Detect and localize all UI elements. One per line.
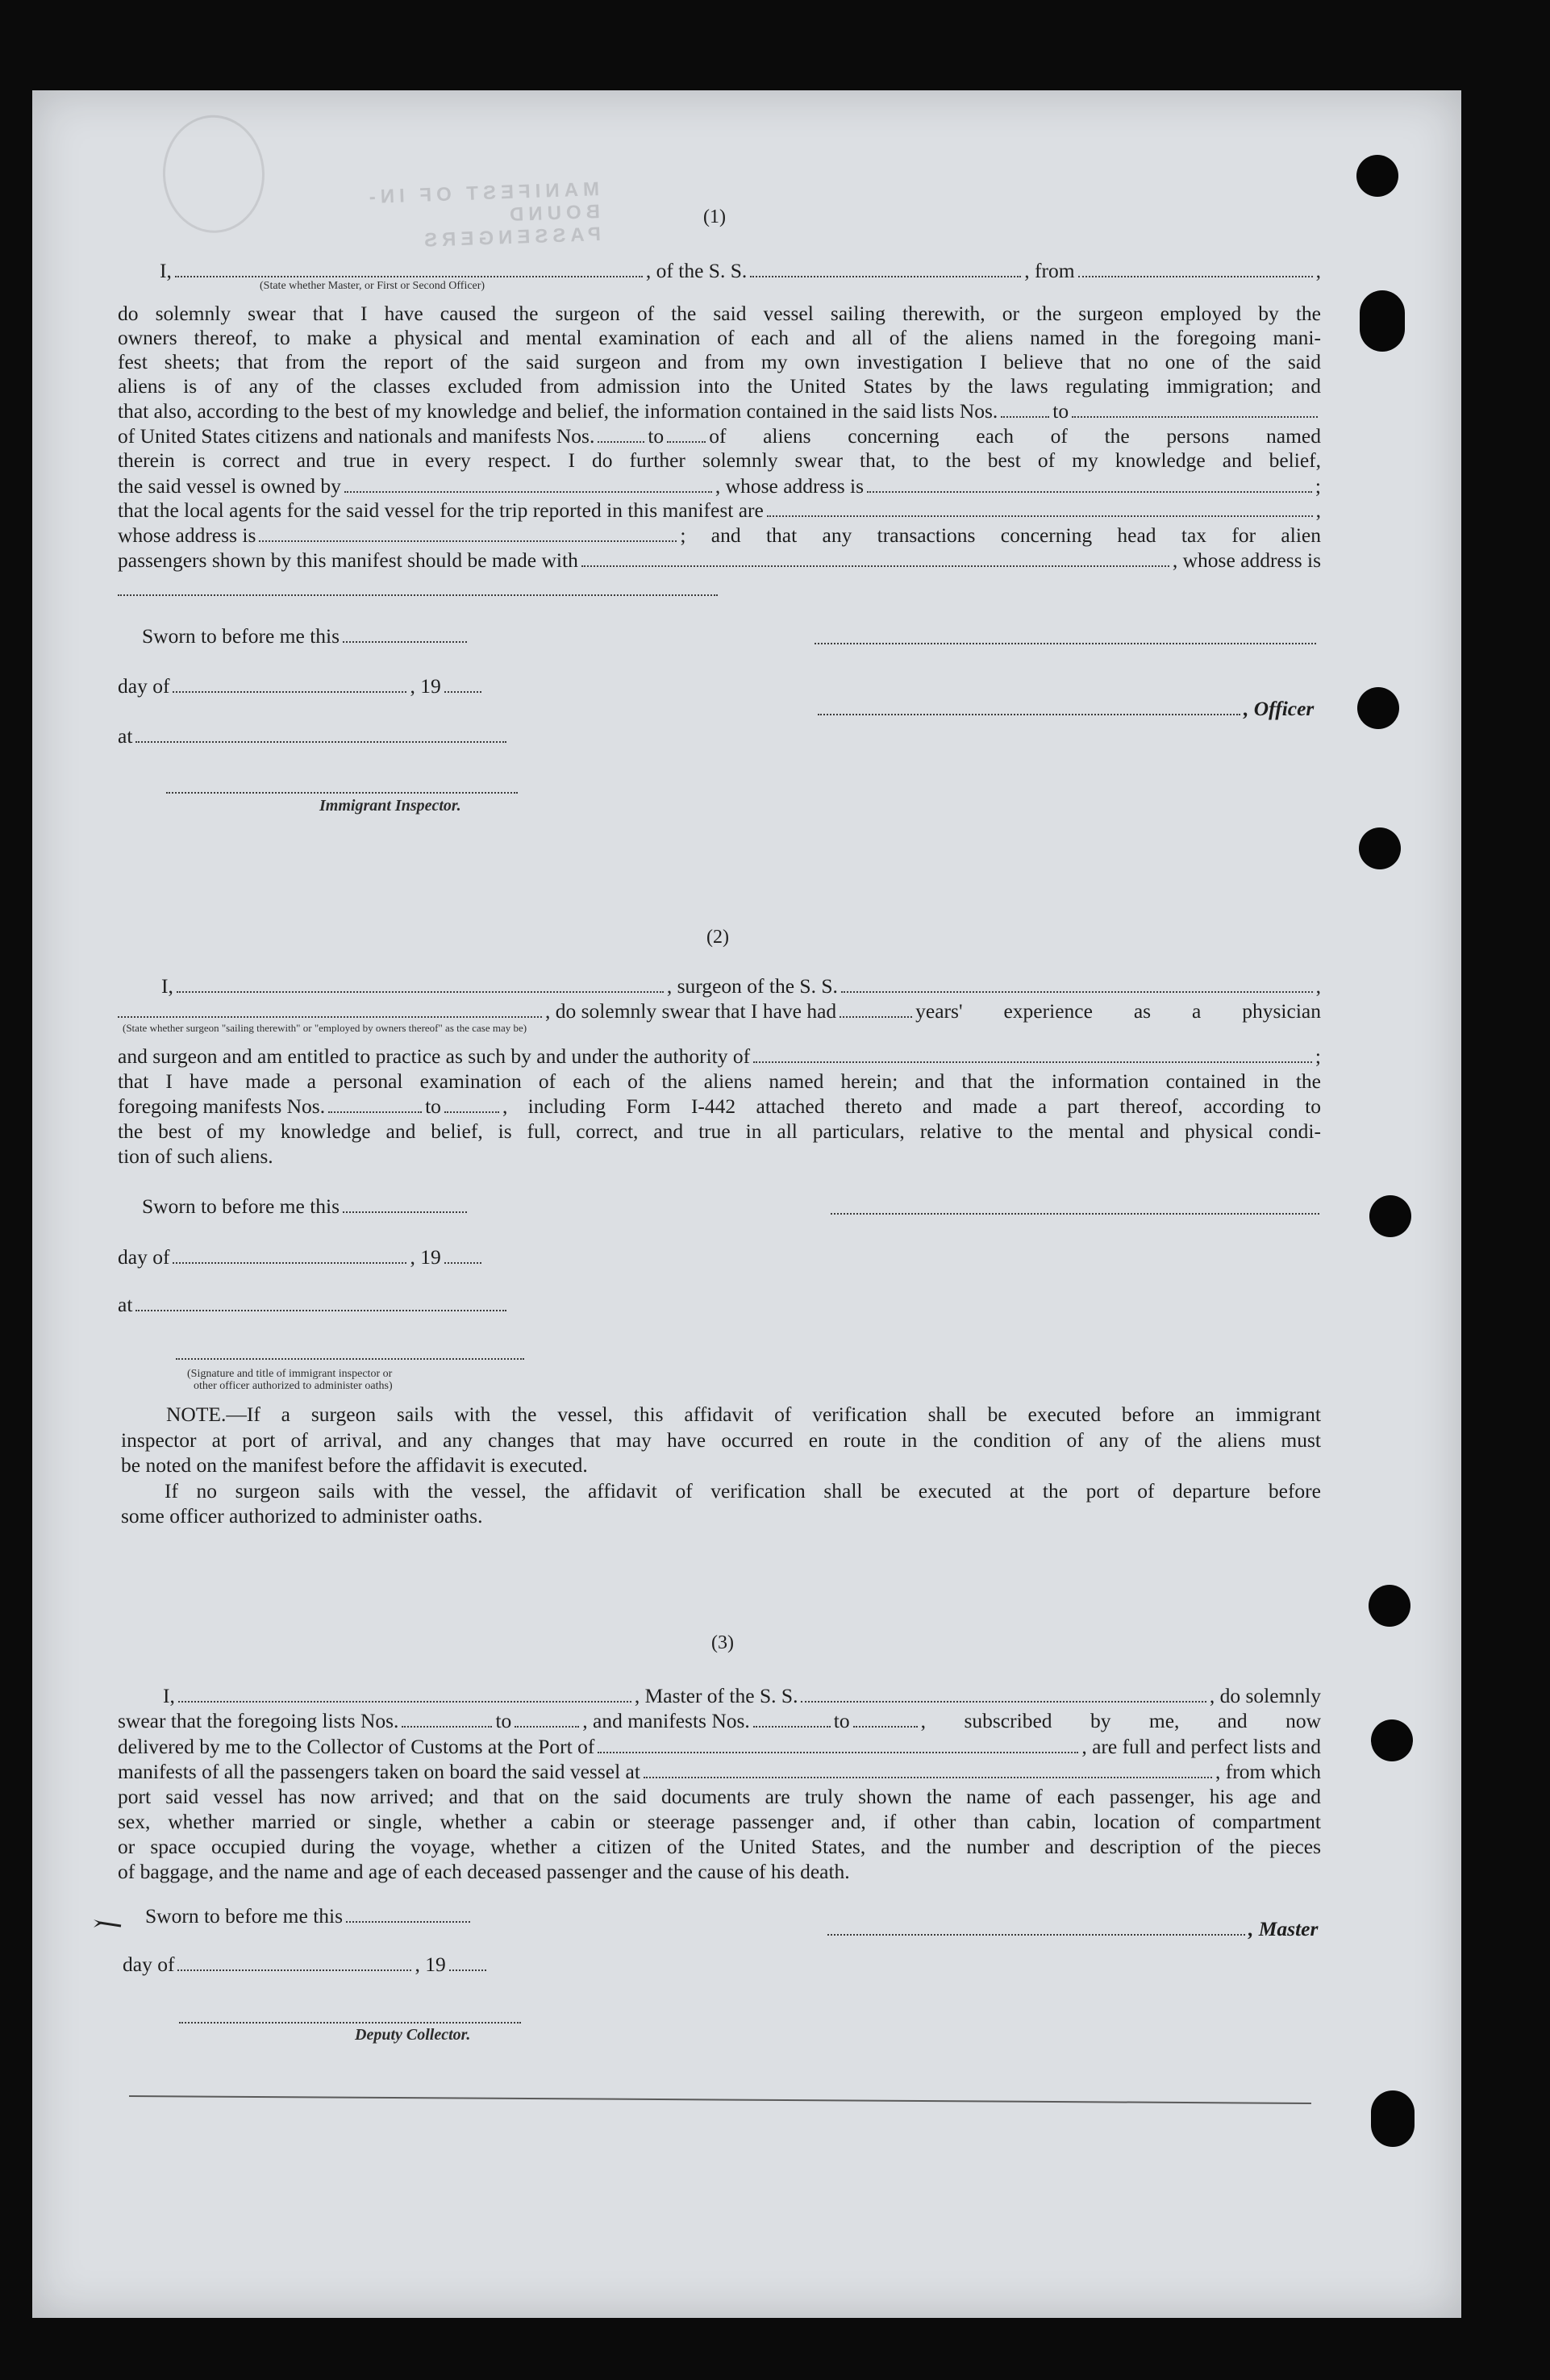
s1-line-1: I, , of the S. S. , from , [160, 259, 1321, 282]
note-line-4: If no surgeon sails with the vessel, the affidavit of verification shall be executed at the port of departure before [165, 1479, 1321, 1503]
s1-year-field[interactable] [444, 675, 481, 693]
s1-line-12: passengers shown by this manifest should be made with , whose address is [118, 548, 1321, 572]
s1-sworn-line: Sworn to before me this [142, 623, 470, 648]
s3-master-signature-field[interactable] [827, 1918, 1245, 1936]
s2-sworn-date-field[interactable] [343, 1195, 467, 1213]
s1-inspector-signature-field[interactable] [166, 790, 518, 794]
surgeon-status-field[interactable] [118, 1000, 542, 1018]
s3-sworn-line: Sworn to before me this [145, 1903, 473, 1928]
punch-hole [1371, 2090, 1415, 2147]
s1-line-8: therein is correct and true in every respect. I do further solemnly swear that, to the best of my knowledge and belief, [118, 448, 1321, 472]
s2-line-7: tion of such aliens. [118, 1144, 273, 1168]
faint-stamp [160, 114, 266, 235]
bleed-through-signature [726, 2089, 1210, 2153]
s1-line-10: that the local agents for the said vessel for the trip reported in this manifest are , [118, 498, 1321, 522]
s2-line-5: foregoing manifests Nos. to , including Form I-442 attached thereto and made a part thereof, according to [118, 1094, 1321, 1118]
s1-line-9: the said vessel is owned by , whose address is ; [118, 474, 1321, 498]
mirrored-header-text: MANIFEST OF IN-BOUND PASSENGERS [364, 178, 602, 252]
s3-sworn-date-field[interactable] [346, 1905, 470, 1923]
s1-line-6: that also, according to the best of my knowledge and belief, the information contained in the said lists Nos. to [118, 398, 1321, 423]
s1-officer-title-field[interactable] [818, 698, 1240, 715]
punch-hole [1371, 1719, 1413, 1761]
head-tax-contact-field[interactable] [581, 549, 1169, 567]
s1-officer-line: , Officer [815, 696, 1314, 721]
s2-line-3: and surgeon and am entitled to practice as such by and under the authority of ; [118, 1044, 1321, 1068]
s3-line-3: delivered by me to the Collector of Customs at the Port of , are full and perfect lists and [118, 1735, 1321, 1758]
s3-collector-signature-field[interactable] [179, 2020, 521, 2024]
s2-day-line: day of , 19 [118, 1244, 485, 1269]
s3-ship-name-field[interactable] [801, 1685, 1206, 1703]
section-3-number: (3) [711, 1632, 734, 1653]
s2-at-place-field[interactable] [135, 1294, 506, 1311]
s2-surgeon-signature-field[interactable] [831, 1211, 1319, 1215]
s3-day-line: day of , 19 [123, 1952, 490, 1977]
s1-line-5: aliens is of any of the classes excluded from admission into the United States by the laws regulating immigration; and [118, 374, 1321, 398]
punch-hole [1369, 1585, 1410, 1627]
s2-signature-note-2: other officer authorized to administer oaths) [194, 1380, 393, 1392]
s2-year-field[interactable] [444, 1246, 481, 1264]
practice-authority-field[interactable] [753, 1045, 1312, 1063]
s3-line-1: I, , Master of the S. S. , do solemnly [163, 1684, 1321, 1707]
port-of-departure-field[interactable] [644, 1761, 1212, 1778]
s3-line-5: port said vessel has now arrived; and that on the said documents are truly shown the name of each passenger, his age and [118, 1785, 1321, 1808]
s3-manifests-to-field[interactable] [853, 1710, 918, 1728]
s3-line-6: sex, whether married or single, whether a cabin or steerage passenger and, if other than cabin, location of compartment [118, 1810, 1321, 1833]
s1-day-field[interactable] [173, 675, 406, 693]
owner-address-field[interactable] [867, 475, 1312, 493]
bleed-through-header [161, 114, 602, 252]
s1-sworn-date-field[interactable] [343, 625, 467, 643]
years-experience-field[interactable] [840, 1000, 912, 1018]
s1-at-line: at [118, 723, 510, 748]
surgeon-name-field[interactable] [177, 975, 664, 993]
ship-name-field[interactable] [750, 260, 1021, 277]
s2-ship-name-field[interactable] [841, 975, 1313, 993]
vessel-owner-field[interactable] [344, 475, 712, 493]
s2-line-2: , do solemnly swear that I have had years' experience as a physician [118, 998, 1321, 1023]
s3-line-8: of baggage, and the name and age of each deceased passenger and the cause of his death. [118, 1860, 850, 1883]
s1-line-3: owners thereof, to make a physical and mental examination of each and all of the aliens named in the foregoing mani- [118, 326, 1321, 349]
agents-address-field[interactable] [259, 524, 677, 542]
s2-line-1: I, , surgeon of the S. S. , [161, 974, 1321, 998]
s1-at-place-field[interactable] [135, 725, 506, 743]
deputy-collector-caption: Deputy Collector. [355, 2026, 471, 2044]
s1-day-line: day of , 19 [118, 673, 485, 698]
note-line-1: NOTE.—If a surgeon sails with the vessel, this affidavit of verification shall be executed before an immigrant [166, 1403, 1321, 1426]
manifests-from-field[interactable] [598, 425, 644, 443]
punch-hole [1357, 687, 1399, 729]
s3-day-field[interactable] [177, 1953, 411, 1971]
officer-rank-note: (State whether Master, or First or Second Officer) [260, 280, 485, 292]
s2-inspector-signature-field[interactable] [176, 1357, 524, 1360]
s2-manifests-to-field[interactable] [444, 1095, 499, 1113]
punch-hole [1359, 827, 1401, 869]
s2-day-field[interactable] [173, 1246, 406, 1264]
surgeon-status-note: (State whether surgeon "sailing therewith" or "employed by owners thereof" as the case may be) [123, 1022, 527, 1034]
immigrant-inspector-caption: Immigrant Inspector. [319, 797, 461, 815]
note-line-2: inspector at port of arrival, and any changes that may have occurred en route in the condition of any of the aliens must [121, 1428, 1321, 1452]
s3-line-4: manifests of all the passengers taken on board the said vessel at , from which [118, 1760, 1321, 1783]
master-name-field[interactable] [178, 1685, 631, 1703]
s2-line-6: the best of my knowledge and belief, is full, correct, and true in all particulars, relative to the mental and physical condi- [118, 1119, 1321, 1143]
s1-line-7: of United States citizens and nationals and manifests Nos. to of aliens concerning each of the persons named [118, 424, 1321, 448]
s3-line-2: swear that the foregoing lists Nos. to , and manifests Nos. to , subscribed by me, and now [118, 1709, 1321, 1732]
punch-hole [1356, 155, 1398, 197]
officer-name-field[interactable] [175, 260, 643, 277]
s1-line-2: do solemnly swear that I have caused the surgeon of the said vessel sailing therewith, or the surgeon employed by the [118, 302, 1321, 325]
s3-lists-to-field[interactable] [515, 1710, 579, 1728]
section-1-number: (1) [703, 206, 726, 227]
port-of-arrival-field[interactable] [598, 1736, 1078, 1753]
s3-manifests-from-field[interactable] [753, 1710, 831, 1728]
local-agents-field[interactable] [767, 499, 1313, 517]
lists-from-field[interactable] [1001, 400, 1049, 418]
s2-manifests-from-field[interactable] [328, 1095, 422, 1113]
s2-line-4: that I have made a personal examination of each of the aliens named herein; and that the information contained in the [118, 1069, 1321, 1093]
s3-year-field[interactable] [449, 1953, 486, 1971]
s1-line-11: whose address is ; and that any transactions concerning head tax for alien [118, 523, 1321, 547]
lists-to-field[interactable] [1072, 400, 1318, 418]
s3-lists-from-field[interactable] [402, 1710, 492, 1728]
s1-officer-signature-field[interactable] [815, 641, 1316, 644]
from-port-field[interactable] [1078, 260, 1313, 277]
s3-master-line: , Master [824, 1916, 1318, 1941]
s2-at-line: at [118, 1292, 510, 1317]
pencil-mark [92, 1915, 123, 1931]
manifests-to-field[interactable] [667, 425, 706, 443]
s2-signature-note-1: (Signature and title of immigrant inspector or [187, 1368, 393, 1380]
s1-line-4: fest sheets; that from the report of the said surgeon and from my own investigation I believe that no one of the said [118, 350, 1321, 373]
punch-hole [1369, 1195, 1411, 1237]
contact-address-field[interactable] [118, 593, 718, 596]
note-line-3: be noted on the manifest before the affidavit is executed. [121, 1453, 588, 1477]
punch-hole [1360, 290, 1405, 352]
section-2-number: (2) [706, 927, 729, 948]
s2-sworn-line: Sworn to before me this [142, 1194, 470, 1219]
note-line-5: some officer authorized to administer oaths. [121, 1504, 483, 1528]
s3-line-7: or space occupied during the voyage, whether a citizen of the United States, and the number and description of the pieces [118, 1835, 1321, 1858]
